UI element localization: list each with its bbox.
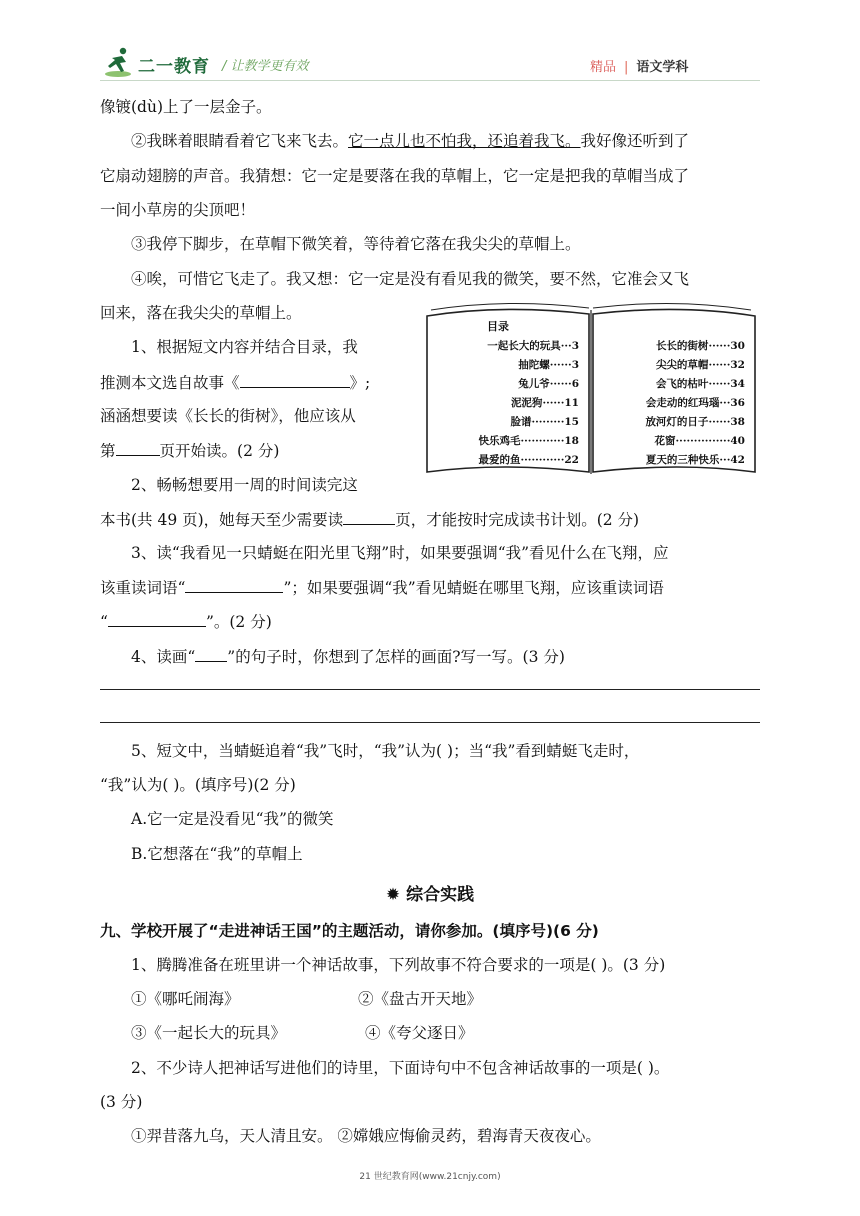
toc-entry [656,338,745,353]
toc-entry-page: 6 [571,378,579,390]
header-separator: | [624,60,629,75]
question-9-1: 1、腾腾准备在班里讲一个神话故事，下列故事不符合要求的一项是( )。(3 分) [131,956,666,974]
question-2-line [100,509,639,530]
toc-entry [518,376,579,391]
question-9-2: 2、不少诗人把神话写进他们的诗里，下面诗句中不包含神话故事的一项是( )。 [131,1059,670,1077]
option-3: ③《一起长大的玩具》 [131,1024,287,1042]
passage-paragraph-3: ③我停下脚步，在草帽下微笑着，等待着它落在我尖尖的草帽上。 [131,235,581,253]
toc-entry-title: 抽陀螺 [518,359,550,371]
toc-entry-title: 放河灯的日子 [645,416,709,428]
toc-entry [479,433,580,448]
toc-title: 目录 [487,320,509,333]
toc-entry [487,338,579,353]
toc-entry-page: 22 [564,454,579,466]
header-right [590,56,688,75]
toc-entry-dots: ············ [520,454,565,466]
toc-entry [655,433,745,448]
answer-blank[interactable] [108,611,206,627]
brand-name: 二一教育 [138,57,210,77]
toc-entry [656,376,745,391]
toc-entry-page: 15 [564,416,579,428]
passage-text: ②我眯着眼睛看着它飞来飞去。 [131,132,349,150]
page-footer: 21 世纪教育网(www.21cnjy.com) [359,1172,501,1182]
toc-entry-title: 会飞的枯叶 [655,378,709,390]
option-1: ①《哪吒闹海》 [131,990,240,1008]
toc-entry-page: 40 [730,435,745,447]
toc-entry-title: 脸谱 [510,416,532,428]
passage-line: 它扇动翅膀的声音。我猜想：它一定是要落在我的草帽上，它一定是把我的草帽当成了 [100,167,690,185]
answer-line[interactable] [100,722,760,723]
toc-entry-page: 3 [571,340,579,352]
question-text: ”；如果要强调“我”看见蜻蜓在哪里飞翔，应该重读词语 [283,579,664,597]
toc-entry-dots: ··· [719,454,731,466]
subject-label: 语文学科 [636,60,689,75]
passage-paragraph-4: ④唉，可惜它飞走了。我又想：它一定是没有看见我的微笑，要不然，它准会又飞 [131,270,690,288]
star-icon: ✹ [385,885,401,905]
toc-entry-title: 长长的街树 [655,340,709,352]
question-text: ”。(2 分) [205,613,272,631]
question-3-line: 3、读“我看见一只蜻蜓在阳光里飞翔”时，如果要强调“我”看见什么在飞翔，应 [131,544,669,562]
question-text: 本书(共 49 页)，她每天至少需要读 [100,511,344,529]
passage-paragraph-2 [131,131,689,151]
toc-entry-dots: ········· [531,416,565,428]
toc-entry-page: 34 [730,378,745,390]
passage-line: 回来，落在我尖尖的草帽上。 [100,304,302,322]
question-5-option-b: B.它想落在“我”的草帽上 [131,845,303,863]
question-5-line: 5、短文中，当蜻蜓追着“我”飞时，“我”认为( )；当“我”看到蜻蜓飞走时， [131,742,640,760]
question-text: 第 [100,442,116,460]
toc-entry-dots: ······ [708,416,731,428]
toc-entry-page: 18 [564,435,579,447]
section-title: 综合实践 [406,885,475,905]
question-1-line [100,440,279,461]
question-2-line: 2、畅畅想要用一周的时间读完这 [131,476,358,494]
question-1-line: 涵涵想要读《长长的街树》，他应该从 [100,407,356,425]
question-3-line [100,611,272,632]
toc-entry-title: 会走动的红玛瑙 [645,397,720,409]
underlined-sentence: 它一点儿也不怕我，还追着我飞。 [348,132,581,150]
passage-text: 我好像还听到了 [580,132,690,150]
toc-entry-dots: ············ [520,435,565,447]
toc-entry-page: 38 [730,416,745,428]
toc-entry-dots: ······ [708,378,731,390]
toc-entry-dots: ··············· [675,435,731,447]
answer-line[interactable] [100,689,760,690]
toc-entry [646,452,745,467]
toc-entry [646,395,745,410]
toc-entry-dots: ······ [708,359,731,371]
toc-entry-page: 30 [730,340,745,352]
toc-entry [511,395,579,410]
toc-entry-title: 花窗 [654,435,676,447]
toc-entry-title: 泥泥狗 [510,397,543,409]
runner-logo-icon [104,46,134,78]
passage-line: 像镀(dù)上了一层金子。 [100,98,272,116]
underline-sample [195,646,227,662]
answer-blank[interactable] [185,577,283,593]
question-text: 推测本文选自故事《 [100,374,240,392]
toc-entry-page: 3 [571,359,579,371]
toc-entry-title: 快乐鸡毛 [478,435,521,447]
question-9-heading: 九、学校开展了“走进神话王国”的主题活动，请你参加。(填序号)(6 分) [100,922,599,940]
toc-entry [510,414,579,429]
toc-entry-page: 42 [730,454,745,466]
header-divider [100,80,760,81]
passage-line: 一间小草房的尖顶吧！ [100,201,256,219]
toc-entry-title: 一起长大的玩具 [487,340,561,352]
toc-entry-dots: ··· [719,397,731,409]
toc-entry-dots: ······ [549,378,572,390]
section-heading [0,880,860,905]
answer-blank[interactable] [240,372,350,388]
question-text: 页开始读。(2 分) [159,442,280,460]
question-1-line: 1、根据短文内容并结合目录，我 [131,338,358,356]
toc-entry-page: 11 [564,397,579,409]
toc-entry-dots: ······ [549,359,572,371]
option-4: ④《夸父逐日》 [365,1024,474,1042]
question-text: 页，才能按时完成读书计划。(2 分) [395,511,640,529]
question-9-2-score: (3 分) [100,1093,143,1111]
toc-entry [656,357,745,372]
page-header [0,0,860,84]
option-2: ②《盘古开天地》 [358,990,483,1008]
toc-entry-dots: ······ [708,340,731,352]
toc-entry [479,452,580,467]
question-text: “ [100,613,108,631]
question-text: 该重读词语“ [100,579,186,597]
book-contents-image [423,302,759,476]
toc-entry [518,357,579,372]
question-text: ”的句子时，你想到了怎样的画面?写一写。(3 分) [227,648,565,666]
question-5-line: “我”认为( )。(填序号)(2 分) [100,776,296,794]
toc-entry-title: 夏天的三种快乐 [645,454,720,466]
toc-entry-page: 36 [730,397,745,409]
question-text: 4、读画“ [131,648,196,666]
toc-entry-title: 兔儿爷 [518,378,550,390]
question-9-2-options: ①羿昔落九乌，天人清且安。 ②嫦娥应悔偷灵药，碧海青天夜夜心。 [131,1127,601,1145]
toc-entry-title: 最爱的鱼 [478,454,521,466]
toc-entry-page: 32 [730,359,745,371]
premium-label: 精品 [590,60,617,75]
toc-entry-dots: ··· [560,340,572,352]
question-text: 》; [349,374,371,392]
question-1-line [100,372,370,393]
slogan: / 让教学更有效 [222,59,309,74]
answer-blank[interactable] [343,509,395,525]
toc-entry-dots: ······ [542,397,565,409]
toc-entry [645,414,745,429]
question-4-line [131,646,565,667]
toc-entry-title: 尖尖的草帽 [655,359,709,371]
answer-blank[interactable] [116,440,160,456]
question-3-line [100,577,664,598]
question-5-option-a: A.它一定是没看见“我”的微笑 [131,810,334,828]
